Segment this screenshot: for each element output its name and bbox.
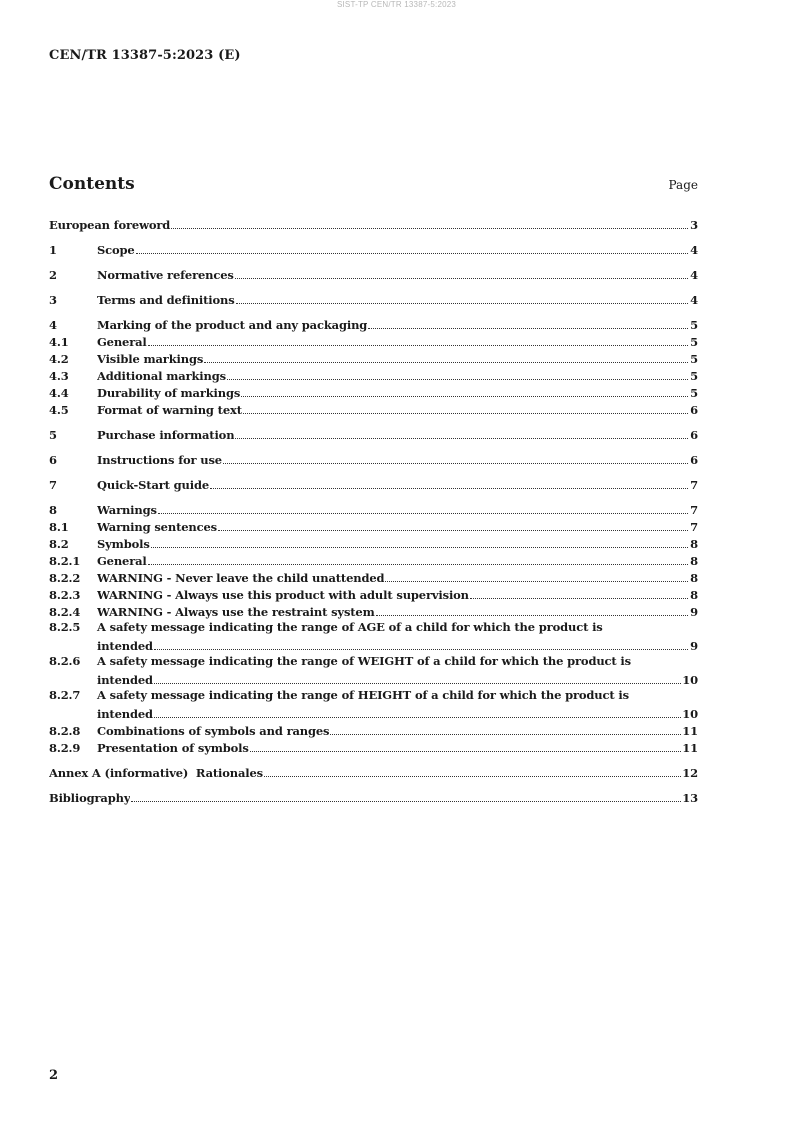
toc-entry-quick-start-guide[interactable]	[49, 476, 698, 493]
toc-entry-title: European foreword	[49, 218, 171, 232]
toc-entry-page: 7	[690, 503, 698, 517]
toc-entry-purchase-information[interactable]	[49, 426, 698, 443]
toc-entry-title-block	[97, 620, 698, 654]
toc-entry-title-block	[97, 688, 698, 722]
dot-leader	[235, 277, 688, 279]
toc-entry-number: 8.2.5	[49, 620, 81, 634]
table-of-contents	[49, 216, 698, 806]
dot-leader	[151, 546, 688, 548]
dot-leader	[148, 563, 688, 565]
toc-entry-weight-range[interactable]	[49, 654, 698, 688]
toc-entry-page: 8	[690, 571, 698, 585]
toc-entry-title: Durability of markings	[97, 386, 241, 400]
toc-entry-number: 8	[49, 503, 57, 517]
toc-entry-page: 4	[690, 293, 698, 307]
dot-leader	[171, 227, 688, 229]
toc-entry-title: A safety message indicating the range of HEIGHT of a child for which the product is	[97, 688, 629, 702]
dot-leader	[470, 597, 688, 599]
toc-entry-height-range[interactable]	[49, 688, 698, 722]
toc-entry-number: 4.1	[49, 335, 69, 349]
contents-heading: Contents	[49, 174, 135, 194]
toc-entry-title-continuation	[97, 705, 698, 722]
dot-leader	[154, 716, 681, 718]
toc-entry-title: Terms and definitions	[97, 293, 235, 307]
toc-entry-page: 5	[690, 335, 698, 349]
dot-leader	[158, 512, 688, 514]
toc-entry-page: 3	[690, 218, 698, 232]
toc-entry-page: 5	[690, 369, 698, 383]
toc-entry-title: A safety message indicating the range of AGE of a child for which the product is	[97, 620, 603, 634]
toc-entry-page: 8	[690, 554, 698, 568]
toc-entry-title: Scope	[97, 243, 135, 257]
toc-entry-warning-adult-supervision[interactable]	[49, 586, 698, 603]
toc-entry-number: 8.2	[49, 537, 69, 551]
toc-entry-page: 9	[690, 605, 698, 619]
toc-entry-number: 1	[49, 243, 57, 257]
toc-entry-title: Quick-Start guide	[97, 478, 210, 492]
dot-leader	[264, 775, 681, 777]
toc-entry-page: 10	[682, 707, 698, 721]
toc-entry-title-line2: intended	[97, 639, 153, 653]
toc-entry-title: General	[97, 335, 147, 349]
toc-entry-number: 4	[49, 318, 57, 332]
toc-entry-page: 6	[690, 453, 698, 467]
toc-entry-number: 8.2.3	[49, 588, 81, 602]
toc-entry-title-block	[97, 654, 698, 688]
toc-entry-page: 11	[682, 724, 698, 738]
toc-entry-marking-general[interactable]	[49, 333, 698, 350]
toc-entry-title: Bibliography	[49, 791, 131, 805]
dot-leader	[241, 395, 688, 397]
toc-entry-title: Visible markings	[97, 352, 204, 366]
toc-entry-number: 8.2.2	[49, 571, 81, 585]
toc-entry-page: 5	[690, 318, 698, 332]
toc-entry-title: WARNING - Never leave the child unattended	[97, 571, 385, 585]
page-number: 2	[49, 1068, 59, 1083]
toc-entry-title: Annex A (informative) Rationales	[49, 766, 263, 780]
toc-entry-terms-and-definitions[interactable]	[49, 291, 698, 308]
toc-entry-title: Normative references	[97, 268, 234, 282]
dot-leader	[223, 462, 688, 464]
toc-entry-page: 8	[690, 537, 698, 551]
toc-entry-page: 13	[682, 791, 698, 805]
dot-leader	[368, 327, 688, 329]
toc-entry-page: 12	[682, 766, 698, 780]
toc-entry-title: A safety message indicating the range of WEIGHT of a child for which the product is	[97, 654, 631, 668]
toc-entry-number: 2	[49, 268, 57, 282]
toc-entry-title: Marking of the product and any packaging	[97, 318, 368, 332]
toc-entry-title: Presentation of symbols	[97, 741, 249, 755]
toc-entry-title-line2: intended	[97, 707, 153, 721]
dot-leader	[136, 252, 688, 254]
toc-entry-warning-sentences[interactable]	[49, 518, 698, 535]
toc-entry-title: General	[97, 554, 147, 568]
toc-entry-number: 8.2.9	[49, 741, 81, 755]
toc-entry-page: 5	[690, 352, 698, 366]
toc-entry-number: 3	[49, 293, 57, 307]
toc-entry-title: Warnings	[97, 503, 157, 517]
toc-entry-title: Purchase information	[97, 428, 235, 442]
dot-leader	[250, 750, 682, 752]
dot-leader	[154, 682, 681, 684]
dot-leader	[131, 800, 681, 802]
toc-entry-page: 4	[690, 243, 698, 257]
toc-entry-normative-references[interactable]	[49, 266, 698, 283]
toc-entry-title: Combinations of symbols and ranges	[97, 724, 330, 738]
toc-entry-page: 11	[682, 741, 698, 755]
toc-entry-page: 7	[690, 520, 698, 534]
toc-entry-number: 6	[49, 453, 57, 467]
toc-entry-number: 4.2	[49, 352, 69, 366]
dot-leader	[148, 344, 688, 346]
toc-entry-title-continuation	[97, 671, 698, 688]
toc-entry-annex-a[interactable]	[49, 764, 698, 781]
toc-entry-title: Warning sentences	[97, 520, 217, 534]
toc-entry-title: WARNING - Always use this product with adult supervision	[97, 588, 469, 602]
toc-entry-page: 10	[682, 673, 698, 687]
dot-leader	[243, 412, 688, 414]
toc-entry-title-continuation	[97, 637, 698, 654]
toc-entry-number: 8.2.8	[49, 724, 81, 738]
dot-leader	[204, 361, 688, 363]
toc-entry-number: 4.5	[49, 403, 69, 417]
toc-entry-combinations[interactable]	[49, 722, 698, 739]
toc-entry-number: 4.4	[49, 386, 69, 400]
toc-entry-page: 4	[690, 268, 698, 282]
toc-entry-instructions-for-use[interactable]	[49, 451, 698, 468]
toc-entry-title: WARNING - Always use the restraint system	[97, 605, 375, 619]
toc-entry-page: 6	[690, 428, 698, 442]
toc-entry-title-line2: intended	[97, 673, 153, 687]
toc-entry-presentation-of-symbols[interactable]	[49, 739, 698, 756]
toc-entry-symbols[interactable]	[49, 535, 698, 552]
dot-leader	[236, 302, 688, 304]
toc-entry-durability-of-markings[interactable]	[49, 384, 698, 401]
toc-entry-additional-markings[interactable]	[49, 367, 698, 384]
toc-entry-scope[interactable]	[49, 241, 698, 258]
dot-leader	[227, 378, 688, 380]
toc-entry-number: 8.1	[49, 520, 69, 534]
dot-leader	[385, 580, 688, 582]
toc-entry-title: Format of warning text	[97, 403, 242, 417]
toc-entry-number: 5	[49, 428, 57, 442]
toc-entry-visible-markings[interactable]	[49, 350, 698, 367]
toc-entry-number: 8.2.7	[49, 688, 81, 702]
dot-leader	[376, 614, 688, 616]
page-column-heading: Page	[668, 178, 698, 192]
toc-entry-page: 9	[690, 639, 698, 653]
toc-entry-symbols-general[interactable]	[49, 552, 698, 569]
dot-leader	[154, 648, 688, 650]
toc-entry-number: 8.2.4	[49, 605, 81, 619]
dot-leader	[218, 529, 688, 531]
toc-entry-page: 7	[690, 478, 698, 492]
toc-entry-number: 4.3	[49, 369, 69, 383]
document-id: CEN/TR 13387-5:2023 (E)	[49, 48, 241, 63]
toc-entry-european-foreword[interactable]	[49, 216, 698, 233]
toc-entry-title: Instructions for use	[97, 453, 222, 467]
toc-entry-title: Additional markings	[97, 369, 226, 383]
toc-entry-title: Symbols	[97, 537, 150, 551]
toc-entry-page: 6	[690, 403, 698, 417]
toc-entry-number: 7	[49, 478, 57, 492]
toc-entry-marking[interactable]	[49, 316, 698, 333]
toc-entry-page: 8	[690, 588, 698, 602]
dot-leader	[330, 733, 681, 735]
watermark: SIST-TP CEN/TR 13387-5:2023	[336, 0, 457, 9]
toc-entry-bibliography[interactable]	[49, 789, 698, 806]
toc-entry-number: 8.2.6	[49, 654, 81, 668]
dot-leader	[235, 437, 688, 439]
toc-entry-number: 8.2.1	[49, 554, 81, 568]
toc-entry-format-of-warning-text[interactable]	[49, 401, 698, 418]
dot-leader	[210, 487, 688, 489]
toc-entry-warning-restraint-system[interactable]	[49, 603, 698, 620]
toc-entry-warnings[interactable]	[49, 501, 698, 518]
toc-entry-age-range[interactable]	[49, 620, 698, 654]
toc-entry-page: 5	[690, 386, 698, 400]
toc-entry-warning-never-leave[interactable]	[49, 569, 698, 586]
